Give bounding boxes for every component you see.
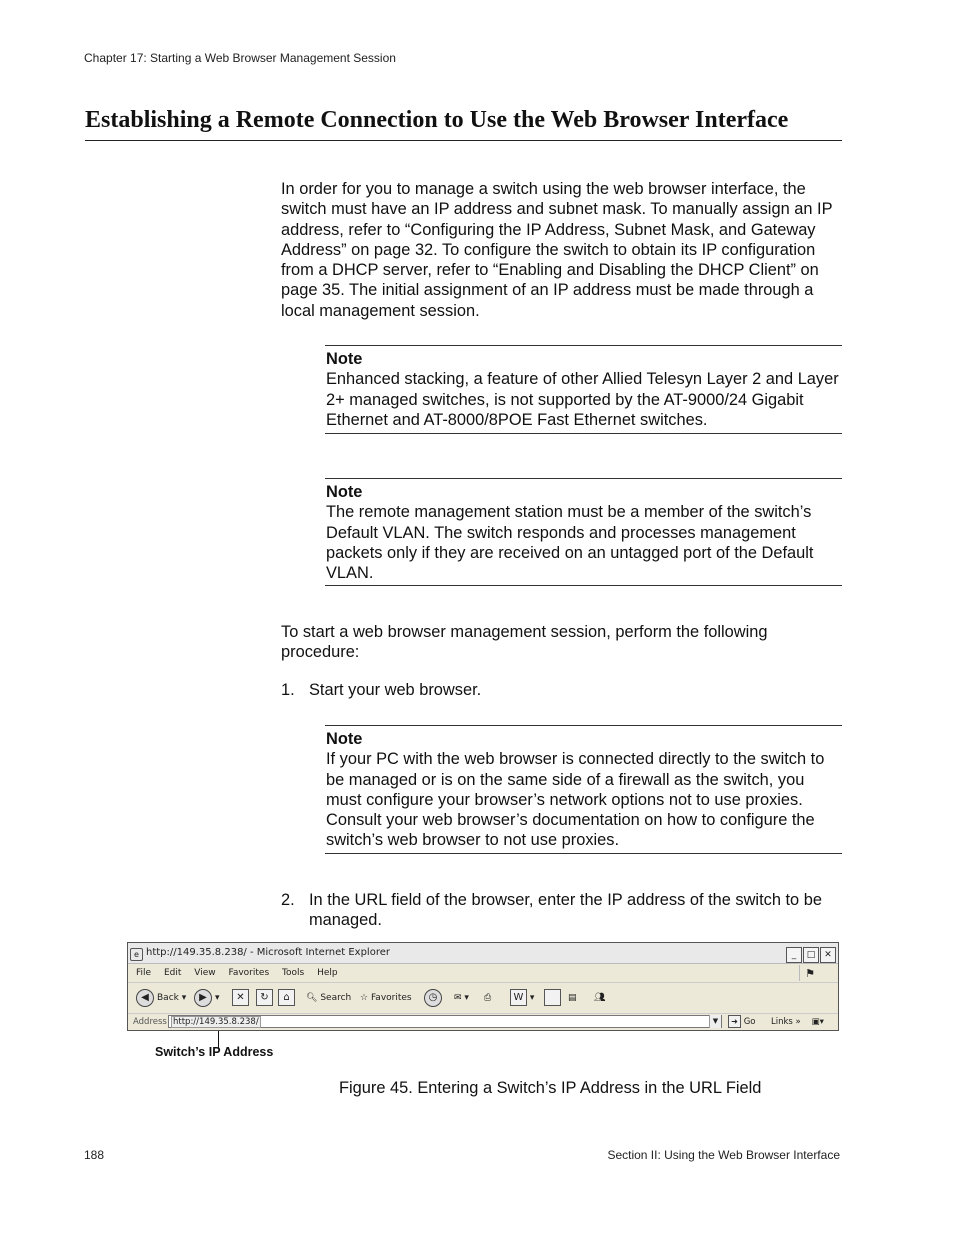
address-label: Address	[133, 1017, 167, 1027]
close-button[interactable]: ✕	[820, 947, 836, 963]
page-number: 188	[84, 1148, 105, 1162]
search-button[interactable]	[306, 988, 351, 1008]
note-label: Note	[326, 350, 363, 368]
mail-icon: ✉	[454, 993, 462, 1003]
refresh-icon: ↻	[256, 989, 273, 1006]
go-label: Go	[743, 1017, 756, 1027]
discuss-button[interactable]	[544, 988, 561, 1008]
minimize-button[interactable]: _	[786, 947, 802, 963]
home-button[interactable]	[278, 988, 295, 1008]
figure-caption: Figure 45. Entering a Switch’s IP Address in the URL Field	[339, 1079, 762, 1097]
history-button[interactable]	[424, 988, 445, 1008]
intro-paragraph: In order for you to manage a switch using the web browser interface, the switch must have an IP address and subnet mask. To manually assign an IP address, refer to “Configuring the IP Address, Subnet Mask, and Gateway Address” on page 32. To configure the switch to obtain its IP configuration from a DHCP server, refer to “Enabling and Disabling the DHCP Client” on page 35. The initial assignment of an IP address must be made through a local management session.	[281, 180, 833, 320]
links-menu-icon: ▣▾	[811, 1017, 824, 1027]
step-number: 2.	[281, 891, 295, 909]
menu-favorites[interactable]: Favorites	[228, 968, 270, 978]
maximize-button[interactable]: □	[803, 947, 819, 963]
step-item	[281, 890, 843, 931]
favorites-button[interactable]	[360, 988, 412, 1008]
step-text: In the URL field of the browser, enter the IP address of the switch to be managed.	[309, 891, 822, 930]
note-label: Note	[326, 730, 363, 748]
section-title: Establishing a Remote Connection to Use the Web Browser Interface	[85, 107, 842, 141]
step-item	[281, 680, 843, 700]
menu-help[interactable]: Help	[317, 968, 338, 978]
step-number: 1.	[281, 681, 295, 699]
refresh-button[interactable]	[256, 988, 273, 1008]
back-button[interactable]: ◀ Back ▾	[136, 988, 186, 1008]
search-icon: 🔍︎	[306, 993, 318, 1003]
note-label: Note	[326, 483, 363, 501]
stop-icon: ✕	[232, 989, 249, 1006]
browser-toolbar	[128, 983, 838, 1014]
address-bar	[128, 1014, 838, 1030]
research-icon: ▤	[568, 993, 577, 1003]
mail-button[interactable]: ✉ ▾	[454, 993, 469, 1003]
running-header: Chapter 17: Starting a Web Browser Management Session	[84, 51, 396, 65]
menu-edit[interactable]: Edit	[163, 968, 182, 978]
go-button[interactable]	[728, 1014, 756, 1030]
procedure-intro: To start a web browser management session, perform the following procedure:	[281, 623, 768, 662]
forward-button[interactable]: ▶ ▾	[194, 988, 220, 1008]
links-button[interactable]: Links » ▣▾	[771, 1017, 824, 1027]
note-box	[325, 725, 842, 854]
note-text: If your PC with the web browser is connected directly to the switch to be managed or is on the same side of a firewall as the switch, you must configure your browser’s network options not to use proxies. Consult your web browser’s documentation on how to configure the switch’s web browser to not use proxies.	[326, 750, 825, 850]
url-input[interactable]	[168, 1015, 722, 1028]
links-label: Links	[771, 1017, 793, 1027]
favorites-label: Favorites	[370, 993, 412, 1003]
discuss-icon	[544, 989, 561, 1006]
windows-flag-icon: ⚑	[799, 965, 820, 981]
note-box	[325, 478, 842, 586]
go-arrow-icon: ➜	[728, 1015, 741, 1028]
star-icon: ☆	[360, 993, 369, 1003]
forward-arrow-icon: ▶	[194, 989, 212, 1007]
home-icon: ⌂	[278, 989, 295, 1006]
menu-view[interactable]: View	[194, 968, 216, 978]
menu-bar	[128, 964, 838, 983]
menu-tools[interactable]: Tools	[282, 968, 305, 978]
word-edit-icon: W	[510, 989, 527, 1006]
menu-file[interactable]: File	[136, 968, 152, 978]
edit-button[interactable]: W ▾	[510, 988, 534, 1008]
figure-callout: Switch’s IP Address	[155, 1045, 274, 1059]
browser-titlebar	[128, 943, 838, 964]
research-button[interactable]	[568, 988, 577, 1008]
step-text: Start your web browser.	[309, 681, 482, 699]
note-text: Enhanced stacking, a feature of other Allied Telesyn Layer 2 and Layer 2+ managed switches, is not supported by the AT-9000/24 Gigabit Ethernet and AT-8000/8POE Fast Ethernet switches.	[326, 370, 839, 429]
running-footer: Section II: Using the Web Browser Interface	[607, 1148, 840, 1162]
url-value: http://149.35.8.238/	[173, 1017, 259, 1027]
note-box	[325, 345, 842, 434]
chevron-down-icon[interactable]: ▼	[709, 1015, 721, 1028]
back-arrow-icon: ◀	[136, 989, 154, 1007]
print-icon: ⎙	[484, 993, 492, 1003]
stop-button[interactable]	[232, 988, 249, 1008]
ie-logo-icon: e	[130, 948, 143, 961]
messenger-icon: 👥︎	[594, 993, 606, 1003]
browser-screenshot	[127, 942, 839, 1031]
messenger-button[interactable]	[594, 988, 605, 1008]
back-label: Back	[157, 993, 179, 1003]
history-icon: ◷	[424, 989, 442, 1007]
window-title: http://149.35.8.238/ - Microsoft Internet Explorer	[146, 947, 390, 958]
note-text: The remote management station must be a member of the switch’s Default VLAN. The switch responds and processes management packets only if they are received on an untagged port of the Default VLAN.	[326, 503, 814, 583]
print-button[interactable]	[484, 988, 491, 1008]
search-label: Search	[320, 993, 352, 1003]
